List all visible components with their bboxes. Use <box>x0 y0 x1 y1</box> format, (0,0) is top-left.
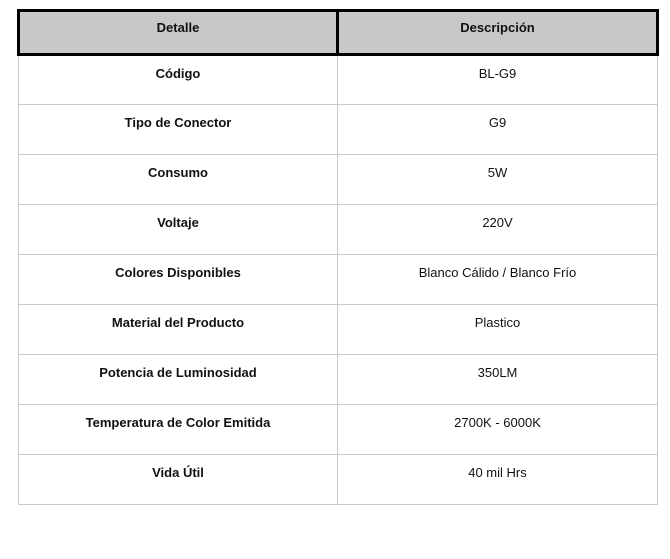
row-value: 2700K - 6000K <box>338 405 658 455</box>
row-label: Voltaje <box>19 205 338 255</box>
table-row <box>19 55 658 105</box>
row-label: Consumo <box>19 155 338 205</box>
row-value: Blanco Cálido / Blanco Frío <box>338 255 658 305</box>
row-value: 40 mil Hrs <box>338 455 658 505</box>
table-row <box>19 305 658 355</box>
table-row <box>19 355 658 405</box>
header-row <box>19 11 658 55</box>
row-label: Potencia de Luminosidad <box>19 355 338 405</box>
table-row <box>19 155 658 205</box>
table-row <box>19 205 658 255</box>
row-value: G9 <box>338 105 658 155</box>
spec-table <box>17 9 659 505</box>
row-label: Código <box>19 55 338 105</box>
row-label: Tipo de Conector <box>19 105 338 155</box>
row-value: 5W <box>338 155 658 205</box>
row-value: 220V <box>338 205 658 255</box>
row-label: Colores Disponibles <box>19 255 338 305</box>
row-value: Plastico <box>338 305 658 355</box>
table-row <box>19 455 658 505</box>
row-label: Material del Producto <box>19 305 338 355</box>
row-label: Vida Útil <box>19 455 338 505</box>
header-detalle: Detalle <box>19 11 338 55</box>
table-row <box>19 405 658 455</box>
header-descripcion: Descripción <box>338 11 658 55</box>
table-header <box>19 11 658 55</box>
row-value: 350LM <box>338 355 658 405</box>
row-value: BL-G9 <box>338 55 658 105</box>
table-body <box>19 55 658 505</box>
table-row <box>19 105 658 155</box>
row-label: Temperatura de Color Emitida <box>19 405 338 455</box>
table-row <box>19 255 658 305</box>
